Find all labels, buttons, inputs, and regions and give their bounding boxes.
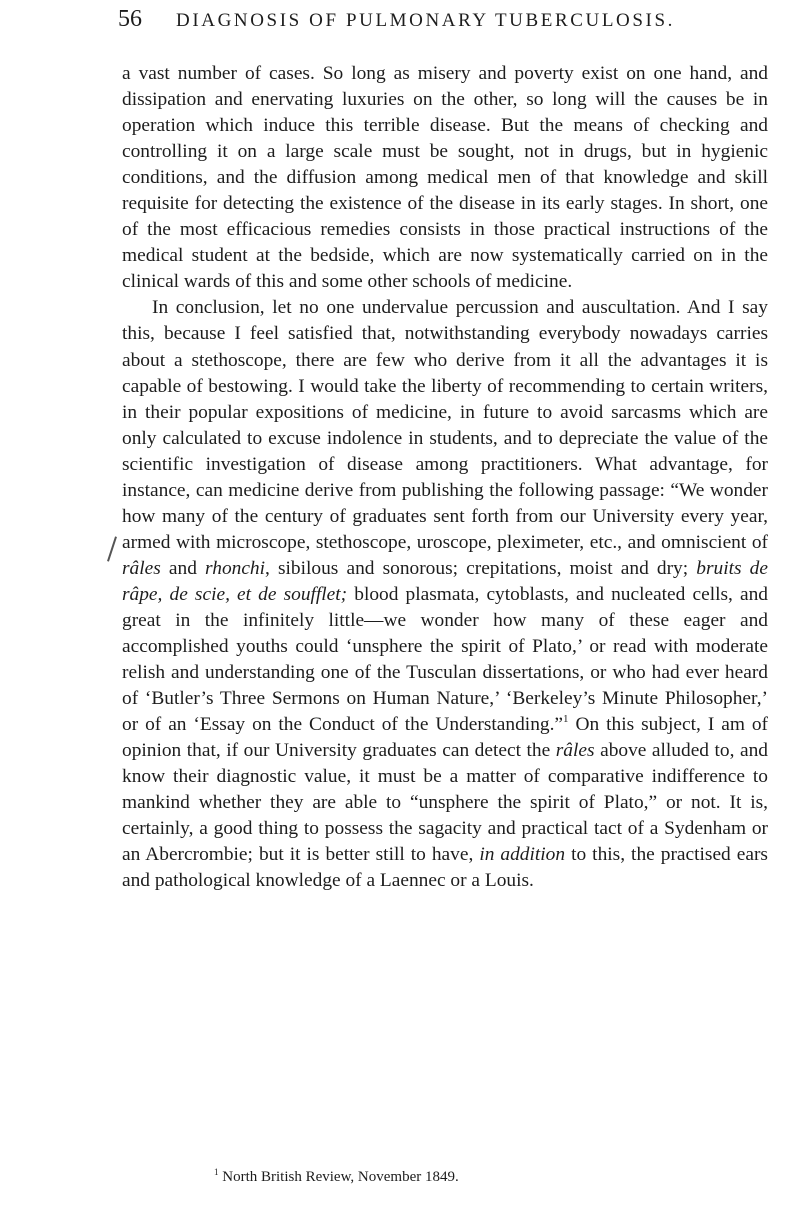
- paragraph-1: a vast number of cases. So long as misery and poverty exist on one hand, and dissipation and enervating luxuries on the other, so long will the causes be in operation which induce this terrible disease. But the means of checking and controlling it on a large scale must be sought, not in drugs, but in hygienic conditions, and the diffusion among medical men of that knowledge and skill requisite for detecting the existence of the disease in its early stages. In short, one of the most efficacious remedies consists in those practical instructions of the medical student at the bedside, which are now systematically carried on in the clinical wards of this and some other schools of medicine.: [122, 63, 768, 293]
- paragraph-2-part-a: In conclusion, let no one undervalue percussion and auscultation. And I say this, because I feel satisfied that, notwithstanding everybody nowadays carries about a stethoscope, there are few who derive from it all the advantages it is capable of bestowing. I would take the liberty of recommending to certain writers, in their popular expositions of medicine, in future to avoid sarcasms which are only calculated to excuse indolence in students, and to depreciate the value of the scientific investigation of disease among practitioners. What advantage, for instance, can medicine derive from publishing the following passage: “We wonder how many of the century of graduates sent forth from our University every year, armed with microscope, stethoscope, uroscope, pleximeter, etc., and omniscient of: [122, 297, 768, 553]
- margin-pencil-mark: [107, 536, 117, 561]
- footnote-marker: 1: [214, 1167, 219, 1177]
- footnote: [214, 1167, 459, 1186]
- paragraph-2-part-e: above alluded to, and know their diagnostic value, it must be a matter of comparative indifference to mankind whether they are able to “unsphere the spirit of Plato,” or not. It is, certainly, a good thing to possess the sagacity and practical tact of a Sydenham or an Abercrombie; but it is better still to have,: [122, 740, 768, 866]
- italic-in-addition: in addition: [479, 844, 566, 866]
- running-title: DIAGNOSIS OF PULMONARY TUBERCULOSIS.: [176, 10, 675, 31]
- paragraph-2: [122, 295, 768, 894]
- running-head: [118, 6, 718, 42]
- paragraph-2-part-c: blood plasmata, cytoblasts, and nucleated cells, and great in the infinitely little—we wonder how many of these eager and accomplished youths could ‘unsphere the spirit of Plato,’ or read with moderate relish and understanding one of the Tusculan dissertations, or who had ever heard of ‘Butler’s Three Sermons on Human Nature,’ ‘Berkeley’s Minute Philosopher,’ or of an ‘Essay on the Conduct of the Understanding.”: [122, 583, 768, 736]
- word-and: and: [168, 557, 197, 579]
- italic-rales: râles: [122, 557, 161, 579]
- italic-rhonchi: rhonchi: [205, 557, 266, 579]
- italic-bruits: bruits de râpe, de scie, et de soufflet;: [122, 557, 768, 605]
- footnote-text: North British Review, November 1849.: [222, 1169, 459, 1185]
- paragraph-2-part-d: On this subject, I am of opinion that, if our University graduates can detect the: [122, 714, 768, 762]
- page-number: 56: [118, 6, 142, 32]
- italic-rales-2: râles: [555, 740, 595, 762]
- body-text: [122, 61, 768, 895]
- paragraph-2-part-f: to this, the practised ears and pathological knowledge of a Laennec or a Louis.: [122, 844, 768, 892]
- footnote-reference[interactable]: 1: [563, 713, 569, 726]
- paragraph-2-part-b: , sibilous and sonorous; crepitations, moist and dry;: [265, 557, 689, 579]
